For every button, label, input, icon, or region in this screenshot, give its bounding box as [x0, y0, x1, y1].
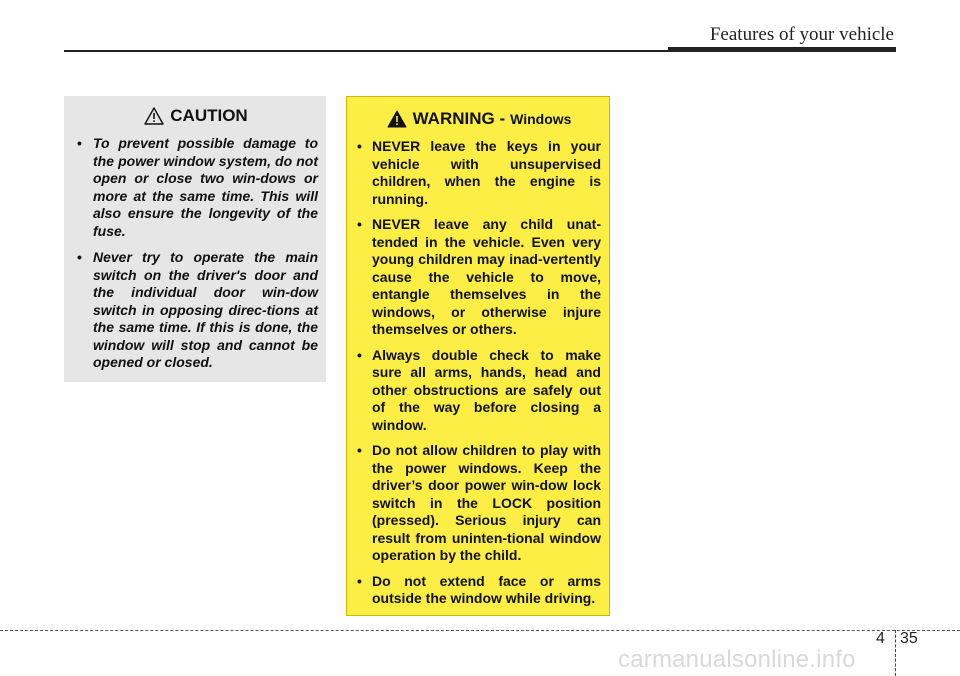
- caution-box: [64, 96, 326, 382]
- footer-rule: [0, 630, 960, 631]
- chapter-number: 4: [876, 630, 885, 647]
- header-rule-accent: [668, 47, 896, 52]
- warning-triangle-icon: [387, 110, 407, 128]
- caution-triangle-icon: [144, 107, 164, 125]
- warning-title: WARNING -: [412, 109, 506, 128]
- warning-box: [346, 96, 610, 616]
- list-item: • Do not allow children to play with the power windows. Keep the driver’s door power win-dow lock switch in the LOCK position (pressed). Serious injury can result from uninten-tional window operation by the child.: [357, 442, 601, 563]
- warning-list: [357, 138, 601, 608]
- header-rule: [64, 50, 668, 52]
- page-header-title: Features of your vehicle: [709, 24, 894, 45]
- caution-heading: [74, 106, 318, 126]
- watermark: carmanualsonline.info: [618, 646, 856, 673]
- caution-list: [74, 135, 318, 372]
- list-item: • NEVER leave any child unat-tended in the vehicle. Even very young children may inad-vertently cause the vehicle to move, entangle themselves in the windows, or otherwise injure themselves or others.: [357, 216, 601, 337]
- list-item: • To prevent possible damage to the power window system, do not open or close two win-dows or more at the same time. This will also ensure the longevity of the fuse.: [77, 135, 318, 239]
- list-item: • Always double check to make sure all arms, hands, head and other obstructions are safely out of the way before closing a window.: [357, 346, 601, 433]
- list-item: • Never try to operate the main switch on the driver's door and the individual door win-dow switch in opposing direc-tions at the same time. If this is done, the window will stop and cannot be opened or closed.: [77, 249, 318, 370]
- list-item: • Do not extend face or arms outside the window while driving.: [357, 572, 601, 606]
- list-item: • NEVER leave the keys in your vehicle with unsupervised children, when the engine is running.: [357, 138, 601, 207]
- page-number: 35: [900, 630, 918, 647]
- warning-heading: [357, 109, 601, 129]
- caution-title: CAUTION: [170, 106, 248, 125]
- warning-subtitle: Windows: [510, 111, 572, 127]
- page-number-divider: [895, 630, 896, 676]
